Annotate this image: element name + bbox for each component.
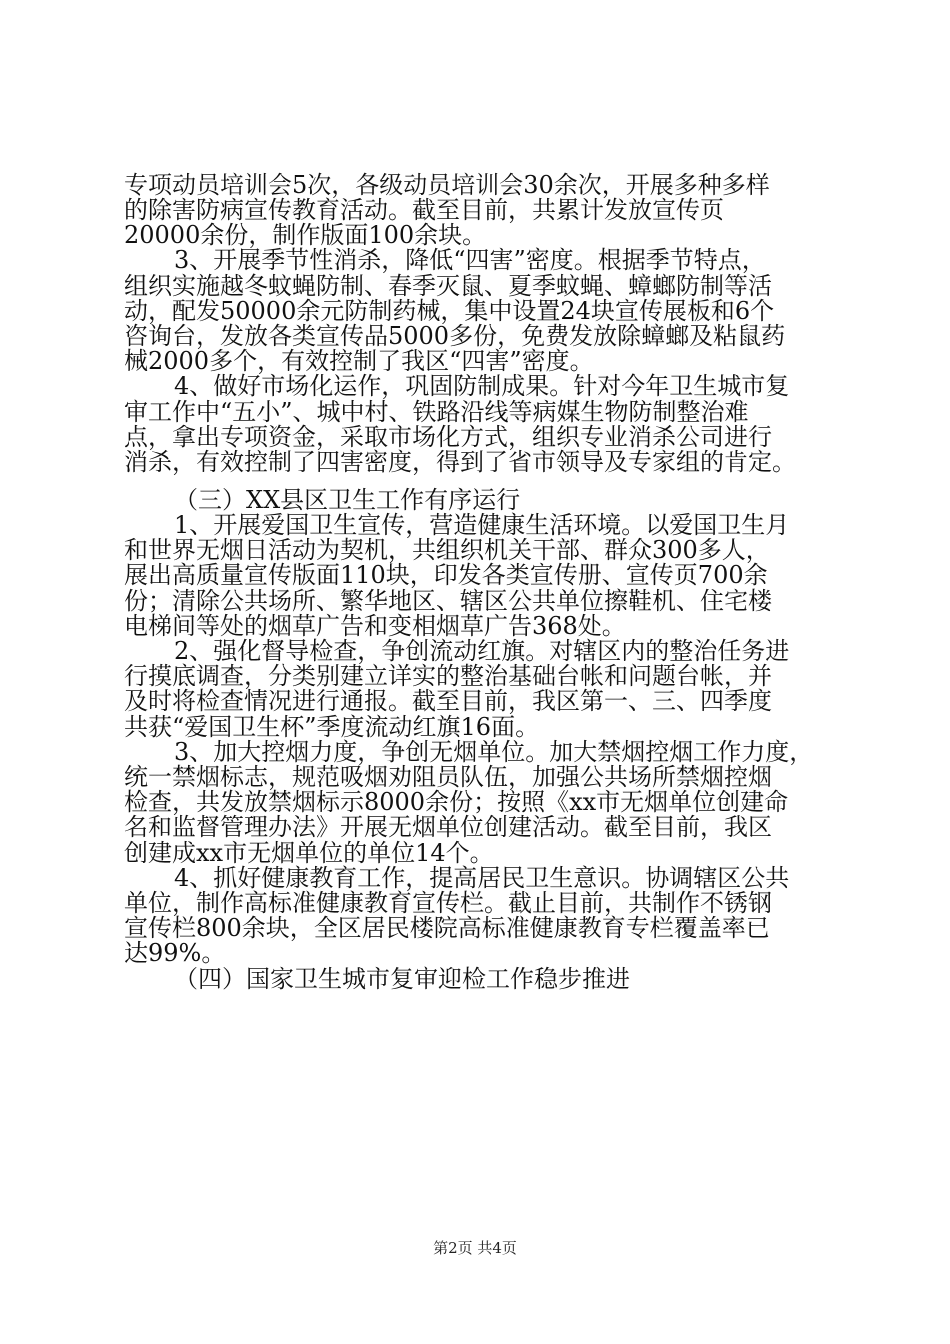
text-line-7: 咨询台，发放各类宣传品5000多份，免费发放除蟑螂及粘鼠药 — [124, 322, 786, 350]
paragraph-4-start: 4、做好市场化运作，巩固防制成果。针对今年卫生城市复 — [174, 372, 790, 401]
text-line-18: 电梯间等处的烟草广告和变相烟草广告368处。 — [124, 611, 626, 640]
text-line-30: 宣传栏800余块，全区居民楼院高标准健康教育专栏覆盖率已 — [124, 914, 770, 943]
section-heading-three: （三）XX县区卫生工作有序运行 — [174, 485, 521, 514]
text-line-15: 和世界无烟日活动为契机，共组织机关干部、群众300多人， — [124, 536, 770, 565]
text-line-22: 共获“爱国卫生杯”季度流动红旗16面。 — [124, 712, 540, 741]
text-line-6: 动，配发50000余元防制药械，集中设置24块宣传展板和6个 — [124, 296, 775, 325]
text-line-25: 检查，共发放禁烟标示8000余份；按照《xx市无烟单位创建命 — [124, 788, 789, 817]
text-line-12: 消杀，有效控制了四害密度，得到了省市领导及专家组的肯定。 — [124, 448, 796, 476]
paragraph-3-start: 3、开展季节性消杀，降低“四害”密度。根据季节特点， — [174, 246, 766, 275]
section-heading-four: （四）国家卫生城市复审迎检工作稳步推进 — [174, 964, 630, 993]
text-line-29: 单位，制作高标准健康教育宣传栏。截止目前，共制作不锈钢 — [124, 889, 772, 917]
text-line-24: 统一禁烟标志，规范吸烟劝阻员队伍，加强公共场所禁烟控烟 — [124, 763, 772, 791]
paragraph-three-2-start: 2、强化督导检查，争创流动红旗。对辖区内的整治任务进 — [174, 637, 790, 665]
text-line-3: 20000余份，制作版面100余块。 — [124, 221, 487, 250]
text-line-27: 创建成xx市无烟单位的单位14个。 — [124, 838, 494, 867]
page-number-footer: 第2页 共4页 — [433, 1239, 517, 1257]
text-line-16: 展出高质量宣传版面110块，印发各类宣传册、宣传页700余 — [124, 561, 768, 590]
text-line-21: 及时将检查情况进行通报。截至目前，我区第一、三、四季度 — [124, 687, 772, 716]
text-line-2: 的除害防病宣传教育活动。截至目前，共累计发放宣传页 — [124, 196, 724, 224]
text-line-10: 审工作中“五小”、城中村、铁路沿线等病媒生物防制整治难 — [124, 397, 749, 426]
paragraph-three-1-start: 1、开展爱国卫生宣传，营造健康生活环境。以爱国卫生月 — [174, 511, 790, 539]
text-line-1: 专项动员培训会5次，各级动员培训会30余次，开展多种多样 — [124, 170, 770, 199]
text-line-11: 点，拿出专项资金，采取市场化方式，组织专业消杀公司进行 — [124, 422, 772, 451]
text-line-31: 达99%。 — [124, 939, 226, 968]
paragraph-three-4-start: 4、抓好健康教育工作，提高居民卫生意识。协调辖区公共 — [174, 863, 790, 892]
text-line-5: 组织实施越冬蚊蝇防制、春季灭鼠、夏季蚊蝇、蟑螂防制等活 — [124, 271, 772, 300]
text-line-8: 械2000多个，有效控制了我区“四害”密度。 — [124, 347, 594, 376]
paragraph-three-3-start: 3、加大控烟力度，争创无烟单位。加大禁烟控烟工作力度， — [174, 737, 814, 766]
text-line-20: 行摸底调查，分类别建立详实的整治基础台帐和问题台帐，并 — [124, 662, 772, 691]
text-line-26: 名和监督管理办法》开展无烟单位创建活动。截至目前，我区 — [124, 813, 772, 842]
text-line-17: 份；清除公共场所、繁华地区、辖区公共单位擦鞋机、住宅楼 — [124, 586, 772, 615]
